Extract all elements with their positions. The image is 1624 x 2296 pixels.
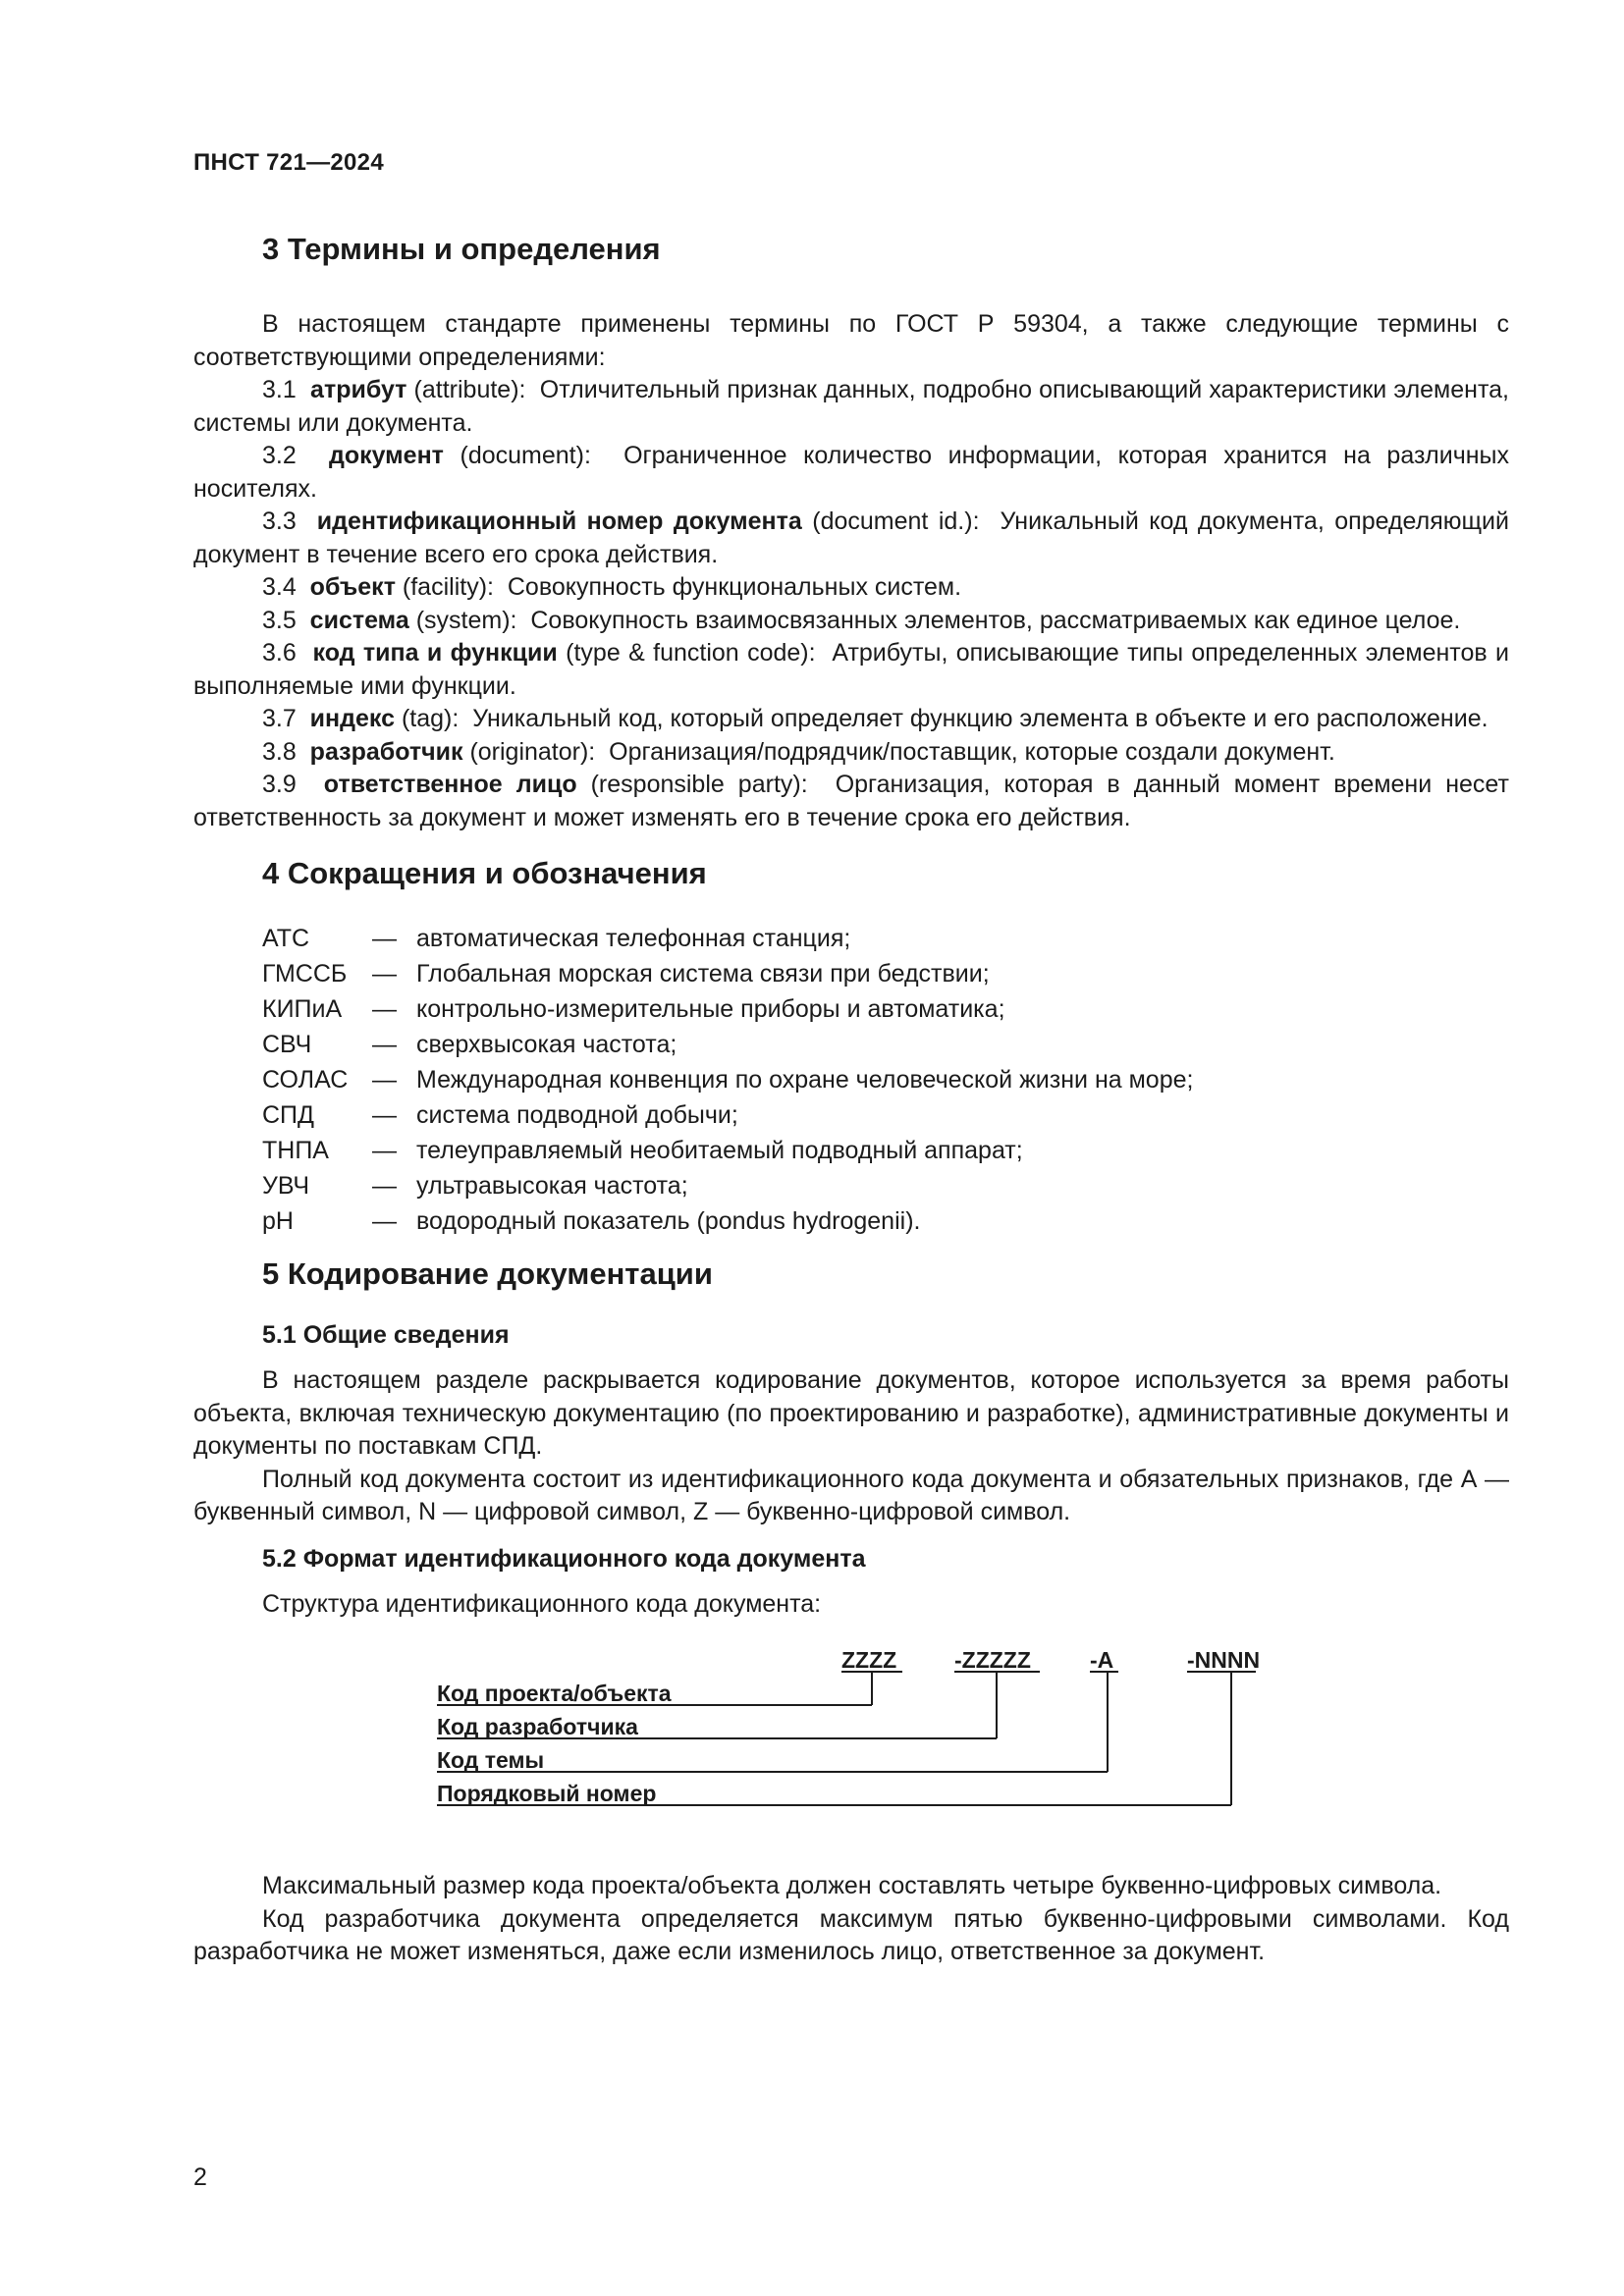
term-entry <box>193 605 1509 638</box>
term-name: система <box>309 606 409 634</box>
label-originator-code: Код разработчика <box>437 1714 638 1739</box>
abbreviation-code: СОЛАС <box>262 1066 349 1094</box>
abbreviation-row <box>262 1027 1509 1062</box>
term-definition: Уникальный код, который определяет функцию элемента в объекте и его расположение. <box>472 705 1489 732</box>
code-part-project: ZZZZ <box>841 1647 897 1673</box>
term-name: идентификационный номер документа <box>316 507 802 535</box>
term-number: 3.5 <box>262 606 297 634</box>
term-number: 3.3 <box>262 507 297 535</box>
term-definition: Ограниченное количество информации, которая хранится на различных носителях. <box>193 442 1509 503</box>
term-number: 3.6 <box>262 639 297 667</box>
term-definition: Уникальный код документа, определяющий документ в течение всего его срока действия. <box>193 507 1509 568</box>
abbreviation-dash: — <box>372 1172 397 1200</box>
document-number-header: ПНСТ 721—2024 <box>193 149 384 176</box>
section-4-heading: 4 Сокращения и обозначения <box>262 856 707 890</box>
abbreviation-description: водородный показатель (pondus hydrogenii). <box>416 1207 921 1235</box>
term-definition: Атрибуты, описывающие типы определенных элементов и выполняемые ими функции. <box>193 639 1509 700</box>
abbreviation-description: автоматическая телефонная станция; <box>416 925 851 952</box>
abbreviation-description: контрольно-измерительные приборы и автоматика; <box>416 995 1005 1023</box>
abbreviation-description: Глобальная морская система связи при бедствии; <box>416 960 990 988</box>
abbreviation-code: pH <box>262 1207 294 1235</box>
abbreviation-code: СПД <box>262 1101 314 1129</box>
abbreviation-code: УВЧ <box>262 1172 310 1200</box>
term-english: (attribute): <box>413 376 526 403</box>
term-number: 3.7 <box>262 705 297 732</box>
term-english: (originator): <box>469 737 596 766</box>
abbreviation-code: АТС <box>262 925 310 952</box>
term-definition: Совокупность взаимосвязанных элементов, рассматриваемых как единое целое. <box>530 606 1461 634</box>
abbreviation-code: КИПиА <box>262 995 343 1023</box>
term-entry <box>193 506 1509 571</box>
term-definition: Совокупность функциональных систем. <box>507 573 962 601</box>
term-name: атрибут <box>310 376 407 403</box>
code-part-sequence: -NNNN <box>1187 1647 1261 1673</box>
abbreviations-list <box>193 921 1509 1239</box>
section-3-intro: В настоящем стандарте применены термины по ГОСТ Р 59304, а также следующие термины с соответствующими определениями: <box>193 310 1509 371</box>
term-english: (document id.): <box>812 507 980 535</box>
term-number: 3.1 <box>262 376 297 403</box>
abbreviation-row <box>262 1168 1509 1203</box>
term-english: (responsible party): <box>590 771 808 798</box>
term-entry <box>193 736 1509 770</box>
label-topic-code: Код темы <box>437 1747 545 1773</box>
term-number: 3.2 <box>262 442 297 469</box>
term-entry <box>193 374 1509 440</box>
abbreviation-dash: — <box>372 925 397 952</box>
abbreviation-dash: — <box>372 960 397 988</box>
abbreviation-dash: — <box>372 995 397 1023</box>
term-name: объект <box>309 573 396 601</box>
term-entry <box>193 571 1509 605</box>
term-name: документ <box>328 442 444 469</box>
term-english: (facility): <box>402 573 494 601</box>
subsection-5-2-heading: 5.2 Формат идентификационного кода документа <box>262 1544 866 1573</box>
term-name: ответственное лицо <box>323 771 577 798</box>
subsection-5-2-paragraph-1: Максимальный размер кода проекта/объекта должен составлять четыре буквенно-цифровых символа. <box>262 1872 1442 1899</box>
abbreviation-row <box>262 1062 1509 1097</box>
abbreviation-row <box>262 1097 1509 1133</box>
abbreviation-description: ультравысокая частота; <box>416 1172 688 1200</box>
term-english: (document): <box>460 442 591 469</box>
term-english: (tag): <box>401 705 460 732</box>
abbreviation-description: система подводной добычи; <box>416 1101 738 1129</box>
abbreviation-dash: — <box>372 1207 397 1235</box>
page-number: 2 <box>193 2163 207 2191</box>
code-structure-svg <box>193 1621 1509 1870</box>
abbreviation-dash: — <box>372 1066 397 1094</box>
abbreviation-row <box>262 921 1509 956</box>
subsection-5-2-intro: Структура идентификационного кода документа: <box>262 1589 822 1618</box>
abbreviation-row <box>262 956 1509 991</box>
page-content <box>193 230 1509 1969</box>
abbreviation-row <box>262 1203 1509 1239</box>
term-definition: Организация/подрядчик/поставщик, которые создали документ. <box>609 737 1335 766</box>
abbreviation-description: сверхвысокая частота; <box>416 1031 677 1058</box>
term-number: 3.4 <box>262 573 297 601</box>
abbreviation-code: ГМССБ <box>262 960 348 988</box>
section-3-heading: 3 Термины и определения <box>262 232 661 266</box>
subsection-5-1-heading: 5.1 Общие сведения <box>262 1321 510 1349</box>
term-definition: Отличительный признак данных, подробно описывающий характеристики элемента, системы или документа. <box>193 376 1509 437</box>
abbreviation-description: Международная конвенция по охране человеческой жизни на море; <box>416 1066 1194 1094</box>
term-number: 3.8 <box>262 737 297 766</box>
section-5-heading: 5 Кодирование документации <box>262 1256 713 1291</box>
label-sequence-number: Порядковый номер <box>437 1781 657 1806</box>
abbreviation-row <box>262 991 1509 1027</box>
abbreviation-code: СВЧ <box>262 1031 312 1058</box>
terms-list <box>193 374 1509 834</box>
abbreviation-dash: — <box>372 1101 397 1129</box>
abbreviation-code: ТНПА <box>262 1137 329 1164</box>
abbreviation-row <box>262 1133 1509 1168</box>
term-english: (type & function code): <box>566 639 816 667</box>
term-entry <box>193 769 1509 834</box>
term-entry <box>193 440 1509 506</box>
label-project-code: Код проекта/объекта <box>437 1681 672 1706</box>
code-structure-diagram <box>193 1621 1509 1870</box>
code-part-originator: -ZZZZZ <box>954 1647 1031 1673</box>
abbreviation-description: телеуправляемый необитаемый подводный аппарат; <box>416 1137 1023 1164</box>
term-number: 3.9 <box>262 771 297 798</box>
abbreviation-dash: — <box>372 1137 397 1164</box>
term-entry <box>193 703 1509 736</box>
subsection-5-1-paragraph-1: В настоящем разделе раскрывается кодирование документов, которое используется за время работы объекта, включая техническую документацию (по проектированию и разработке), административные документы и документы по поставкам СПД. <box>193 1366 1509 1460</box>
term-definition: Организация, которая в данный момент времени несет ответственность за документ и может изменять его в течение срока его действия. <box>193 771 1509 831</box>
term-name: код типа и функции <box>312 639 558 667</box>
term-english: (system): <box>415 606 517 634</box>
abbreviation-dash: — <box>372 1031 397 1058</box>
term-name: разработчик <box>309 737 463 766</box>
term-name: индекс <box>309 705 395 732</box>
subsection-5-2-paragraph-2: Код разработчика документа определяется максимум пятью буквенно-цифровыми символами. Код разработчика не может изменяться, даже если изменилось лицо, ответственное за документ. <box>193 1904 1509 1965</box>
subsection-5-1-paragraph-2: Полный код документа состоит из идентификационного кода документа и обязательных признаков, где А — буквенный символ, N — цифровой символ, Z — буквенно-цифровой символ. <box>193 1465 1509 1525</box>
term-entry <box>193 637 1509 703</box>
code-part-topic: -A <box>1090 1647 1114 1673</box>
